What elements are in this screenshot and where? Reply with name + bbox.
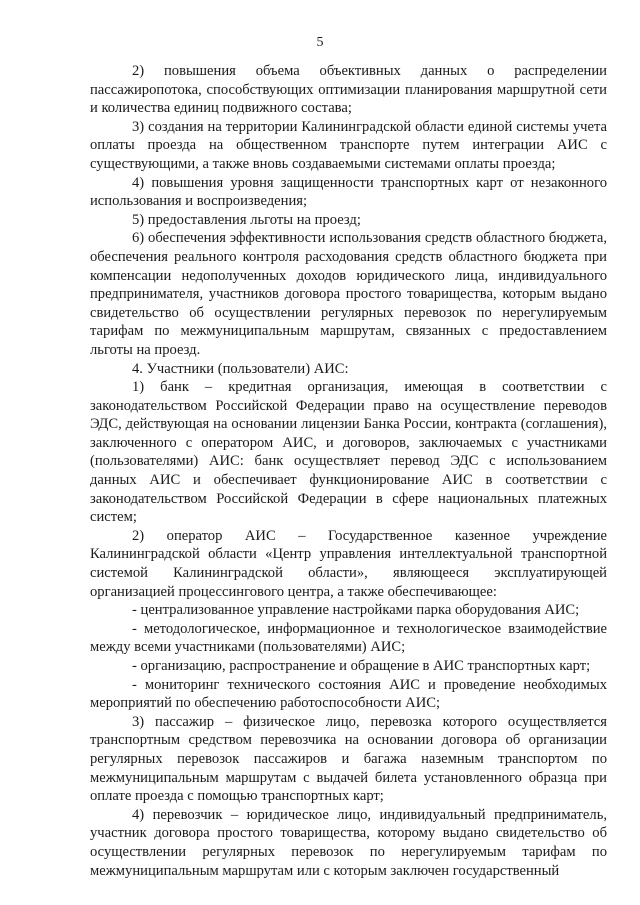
paragraph-item-6: 6) обеспечения эффективности использования средств областного бюджета, обеспечения реального контроля расходования средств областного бюджета при компенсации недополученных доходов юридического лица, индивидуального предпринимателя, участников договора простого товарищества, которым выдано свидетельство об осуществлении регулярных перевозок по нерегулируемым тарифам по межмуниципальным маршрутам, связанных с предоставлением льготы на проезд. xyxy=(90,230,607,358)
paragraph-carrier: 4) перевозчик – юридическое лицо, индивидуальный предприниматель, участник договора простого товарищества, которому выдано свидетельство об осуществлении регулярных перевозок по нерегулируемым тарифам по межмуниципальным маршрутам или с которым заключен государственный xyxy=(90,806,607,879)
section-heading-participants: 4. Участники (пользователи) АИС: xyxy=(132,360,349,377)
bullet-item-cards: - организацию, распространение и обращение в АИС транспортных карт; xyxy=(132,658,591,674)
paragraph-item-5: 5) предоставления льготы на проезд; xyxy=(132,211,361,228)
paragraph-item-4: 4) повышения уровня защищенности транспортных карт от незаконного использования и воспроизведения; xyxy=(90,174,607,210)
bullet-item-interaction: - методологическое, информационное и технологическое взаимодействие между всеми участниками (пользователями) АИС; xyxy=(90,620,607,656)
page-number: 5 xyxy=(316,35,324,50)
document-body xyxy=(90,62,607,880)
paragraph-passenger: 3) пассажир – физическое лицо, перевозка которого осуществляется транспортным средством перевозчика на основании договора об организации регулярных перевозок пассажиров и багажа наземным транспортом по межмуниципальным маршрутам с выдачей билета установленного образца при оплате проезда с помощью транспортных карт; xyxy=(90,713,607,805)
bullet-item-monitoring: - мониторинг технического состояния АИС и проведение необходимых мероприятий по обеспечению работоспособности АИС; xyxy=(90,676,607,712)
paragraph-item-3: 3) создания на территории Калининградской области единой системы учета оплаты проезда на общественном транспорте путем интеграции АИС с существующими, а также вновь создаваемыми системами оплаты проезда; xyxy=(90,118,607,172)
bullet-item-management: - централизованное управление настройками парка оборудования АИС; xyxy=(132,602,580,619)
paragraph-operator: 2) оператор АИС – Государственное казенное учреждение Калининградской области «Центр управления интеллектуальной транспортной системой Калининградской области», являющееся эксплуатирующей организацией процессингового центра, а также обеспечивающее: xyxy=(90,527,607,600)
paragraph-item-2: 2) повышения объема объективных данных о распределении пассажиропотока, способствующих оптимизации планирования маршрутной сети и количества единиц подвижного состава; xyxy=(90,63,607,117)
paragraph-bank: 1) банк – кредитная организация, имеющая в соответствии с законодательством Российской Федерации право на осуществление переводов ЭДС, действующая на основании лицензии Банка России, контракта (соглашения), заключенного с оператором АИС, и договоров, заключаемых с участниками (пользователями) АИС: банк осуществляет перевод ЭДС с использованием данных АИС и обеспечивает функционирование АИС в соответствии с законодательством Российской Федерации в сфере национальных платежных систем; xyxy=(90,379,607,526)
